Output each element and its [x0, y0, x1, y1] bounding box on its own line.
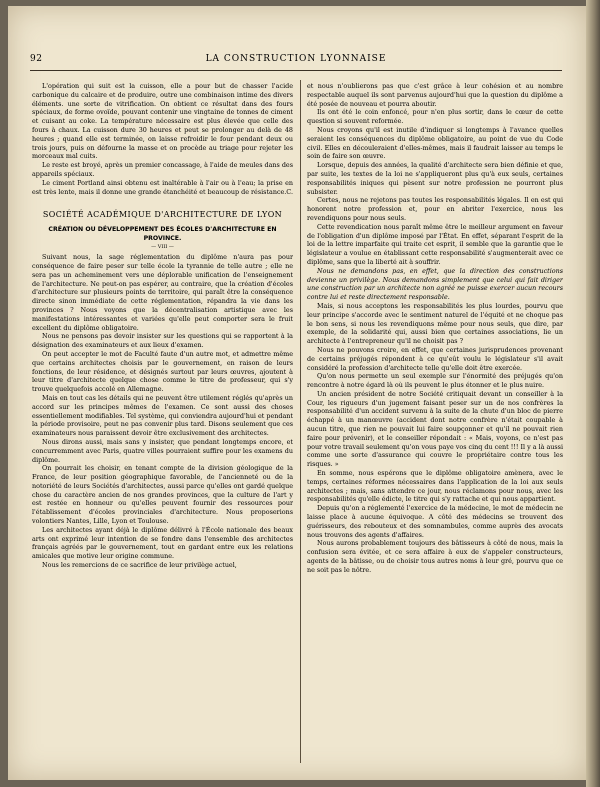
paragraph: Nous ne pouvons croire, en effet, que certaines jurisprudences provenant de certains préjugés répondent à ce qu'eût voulu le législateur s'il avait considéré la profession d'architecte telle qu'elle doit être exercée. [307, 345, 563, 372]
paragraph: Qu'on nous permette un seul exemple sur l'énormité des préjugés qu'on rencontre à notre égard là où ils peuvent le plus étonner et le plus nuire. [307, 372, 563, 390]
paragraph: Lorsque, depuis des années, la qualité d'architecte sera bien définie et que, par suite, les textes de la loi ne s'appliqueront plus qu'à eux seuls, certaines responsabilités iniques qui pèsent sur notre profession ne pourront plus subsister. [307, 161, 563, 196]
journal-title: LA CONSTRUCTION LYONNAISE [205, 54, 387, 64]
paragraph: Nous ne demandons pas, en effet, que la direction des constructions devienne un privilège. Nous demandons simplement que celui qui fait diriger une construction par un architecte non agréé ne puisse exercer aucun recours contre lui et reste directement responsable. [307, 266, 563, 302]
paragraph: Nous croyons qu'il est inutile d'indiquer si longtemps à l'avance quelles seraient les conséquences du diplôme obligatoire, au point de vue du Code civil. Elles en découleraient d'elles-mêmes, mais il faudrait laisser au temps le soin de faire son œuvre. [307, 125, 563, 161]
book-edge [586, 0, 600, 787]
paragraph: Mais, si nous acceptons les responsabilités les plus lourdes, pourvu que leur principe s'accorde avec le sentiment naturel de l'équité et ne choque pas le bon sens, si nous les revendiquons même pour nous seuls, que dire, par exemple, de la solidarité qui, aussi bien que certaines associations, lie un architecte à l'entrepreneur qu'il ne choisit pas ? [307, 301, 563, 346]
paragraph: Nous dirons aussi, mais sans y insister, que pendant longtemps encore, et concurremment avec Paris, quatre villes pourraient suffire pour les examens du diplôme. [32, 437, 293, 464]
left-column [32, 82, 293, 764]
paragraph: Certes, nous ne rejetons pas toutes les responsabilités légales. Il en est qui honorent notre profession et, pour en abriter l'exercice, nous les revendiquons pour nous seuls. [307, 196, 563, 222]
article-heading: CRÉATION OU DÉVELOPPEMENT DES ÉCOLES D'ARCHITECTURE EN PROVINCE. [48, 226, 277, 242]
paragraph: Nous les remercions de ce sacrifice de leur privilège actuel, [42, 561, 237, 570]
paragraph: Nous aurons probablement toujours des bâtisseurs à côté de nous, mais la confusion sera évitée, et ce sera affaire à eux de s'appeler constructeurs, agents de la bâtisse, ou de choisir tous autres noms à leur gré, pourvu que ce ne soit pas le nôtre. [307, 539, 563, 574]
paragraph: En somme, nous espérons que le diplôme obligatoire amènera, avec le temps, certaines réformes nécessaires dans l'application de la loi aux seuls architectes ; mais, sans attendre ce jour, nous réclamons pour nous, avec les responsabilités qu'elle édicte, le titre qui s'y rattache et qui nous appartient. [307, 469, 563, 504]
paragraph: Ils ont été le coin enfoncé, pour n'en plus sortir, dans le cœur de cette question si souvent reformée. [307, 108, 563, 126]
paragraph: Le reste est broyé, après un premier concassage, à l'aide de meules dans des appareils spéciaux. [32, 161, 293, 178]
paragraph: Les architectes ayant déjà le diplôme délivré à l'École nationale des beaux arts ont exprimé leur intention de se fondre dans l'ensemble des architectes français agréés par le gouvernement, tout en gardant entre eux les relations amicales que motive leur origine commune. [32, 525, 293, 561]
paragraph: et nous n'oublierons pas que c'est grâce à leur cohésion et au nombre respectable auquel ils sont parvenus aujourd'hui que la question du diplôme a été posée de nouveau et pourra aboutir. [307, 82, 563, 108]
paragraph: Cette revendication nous paraît même être le meilleur argument en faveur de l'obligation d'un diplôme imposé par l'État. En effet, séparant l'esprit de la loi de la lettre imparfaite qui traite cet esprit, il semble que la garantie que le législateur a voulue en établissant cette responsabilité s'augmenterait avec ce diplôme, sans que la liberté ait à souffrir. [307, 222, 563, 266]
paragraph: L'opération qui suit est la cuisson, elle a pour but de chasser l'acide carbonique du calcaire et de produire, outre une combinaison intime des divers éléments. une sorte de vitrification. On obtient ce résultat dans des fours spéciaux, de forme ovoïde, pouvant contenir une vingtaine de tonnes de ciment et cuisant au coke. La température nécessaire est plus élevée que celle des fours à chaux. La cuisson dure 30 heures et peut se prolonger au delà de 48 heures ; quand elle est terminée, on laisse refroidir le four pendant deux ou trois jours, puis on défourne la masse et on procède au triage pour rejeter les morceaux mal cuits. [32, 82, 293, 161]
paragraph: Suivant nous, la sage réglementation du diplôme n'aura pas pour conséquence de faire peser sur telle école la tyrannie de telle autre ; elle ne sera pas un acheminement vers une déplorable unification de l'enseignement de l'architecture. Ne peut-on pas espérer, au contraire, que la création d'écoles d'architecture sur plusieurs points de territoire, qui paraît être la conséquence directe sinon immédiate de cette réglementation, répandra la vie dans les provinces ? Nous voyons que la décentralisation artistique avec les manifestations intéressantes et variées qu'elle peut comporter sera le fruit excellent du diplôme obligatoire. [32, 253, 293, 332]
page-header [30, 54, 562, 68]
right-column [307, 82, 563, 764]
paragraph: Un ancien président de notre Société critiquait devant un conseiller à la Cour, les rigueurs d'un jugement faisant peser sur un de nos confrères la responsabilité d'un accident survenu à la suite de la chute d'un bloc de pierre échappé à un manœuvre (accident dont notre confrère n'était coupable à aucun titre, que rien ne pouvait lui faire soupçonner et qu'il ne pouvait rien faire pour prévenir), et le conseiller répondait : « Mais, voyons, ce n'est pas pour votre travail seulement qu'on vous paye vos cinq du cent !!! Il y a là aussi comme une sorte d'assurance qui couvre le propriétaire contre tous les risques. » [307, 389, 563, 469]
paragraph: On peut accepter le mot de Faculté faute d'un autre mot, et admettre même que certains architectes choisis par le gouvernement, en raison de leurs fonctions, de leur résidence, et désignés surtout par leurs œuvres, ajoutent à leur titre d'architecte quelque chose comme le titre de professeur, qui s'y trouve quelquefois accolé en Allemagne. [32, 349, 293, 394]
column-divider [300, 80, 301, 763]
paragraph: On pourrait les choisir, en tenant compte de la division géologique de la France, de leur position géographique favorable, de l'ancienneté ou de la notoriété de leurs Sociétés d'architectes, aussi parce qu'elles ont gardé quelque chose du caractère ancien de nos grandes provinces, que la culture de l'art y est restée en honneur ou qu'elles peuvent fournir des ressources pour l'établissement d'écoles provinciales d'architecture. Nous proposerions volontiers Nantes, Lille, Lyon et Toulouse. [32, 464, 293, 526]
society-heading: SOCIÉTÉ ACADÉMIQUE D'ARCHITECTURE DE LYON [42, 210, 283, 220]
page-number: 92 [30, 54, 43, 64]
signature: C. [286, 187, 293, 196]
paragraph: Nous ne pensons pas devoir insister sur les questions qui se rapportent à la désignation des examinateurs et aux lieux d'examen. [32, 332, 293, 350]
paragraph: Le ciment Portland ainsi obtenu est inaltérable à l'air ou à l'eau; la prise en est très lente, mais il donne une grande étanchéité et beaucoup de résistance. [32, 178, 293, 196]
section-number: — VIII — [151, 244, 174, 251]
header-rule [30, 70, 562, 71]
paragraph: Depuis qu'on a réglementé l'exercice de la médecine, le mot de médecin ne laisse place à aucune équivoque. A côté des médecins se trouvent des guérisseurs, des rebouteux et des somnambules, comme auprès des avocats nous trouvons des agents d'affaires. [307, 504, 563, 539]
paragraph: Mais en tout cas les détails qui ne peuvent être utilement réglés qu'après un accord sur les principes mêmes de l'examen. Ce sont aussi des choses essentiellement modifiables. Tel système, qui conviendra aujourd'hui et pendant la période provisoire, peut ne pas convenir plus tard. Disons seulement que ces examinateurs nous paraissent devoir être exclusivement des architectes. [32, 393, 293, 438]
